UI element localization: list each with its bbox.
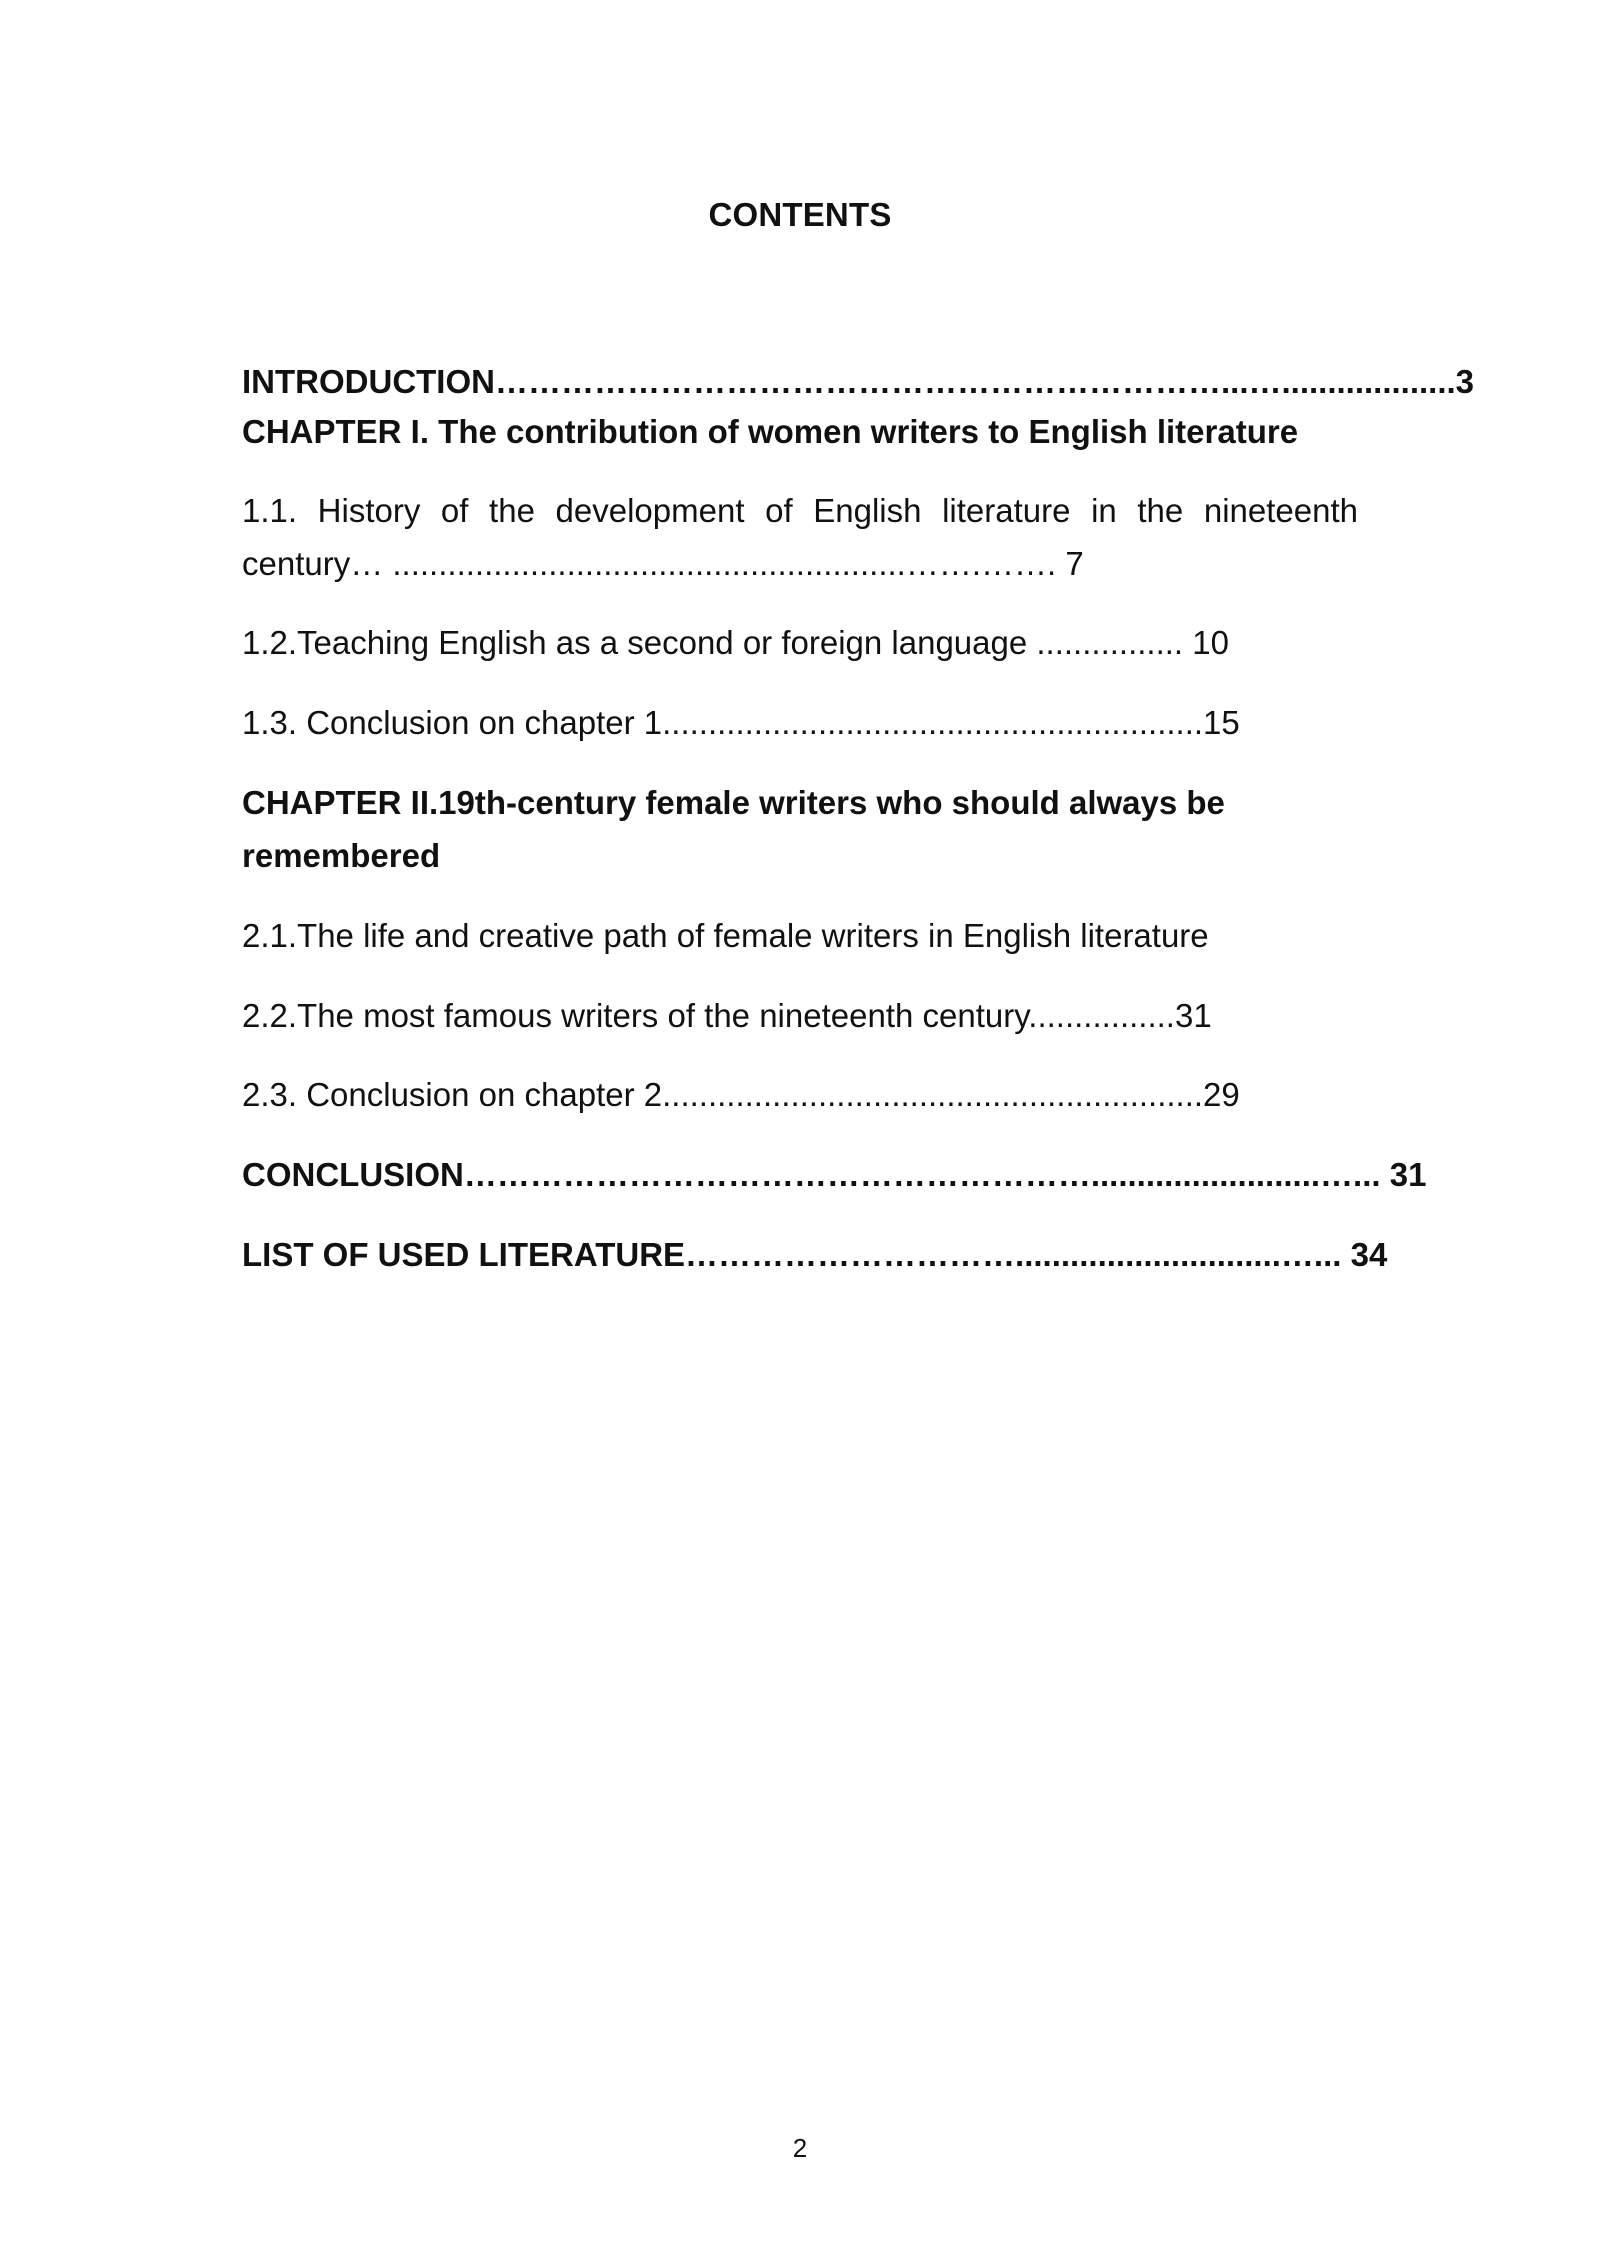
toc-section-1-3: 1.3. Conclusion on chapter 1...........................................................15 [242, 704, 1240, 741]
toc-section-1-2: 1.2.Teaching English as a second or foreign language ................ 10 [242, 624, 1229, 661]
page-title: CONTENTS [708, 196, 892, 233]
toc-section-2-2: 2.2.The most famous writers of the nineteenth century................31 [242, 997, 1212, 1034]
toc-literature: LIST OF USED LITERATURE………………………….............................…... 34 [242, 1236, 1388, 1273]
toc-conclusion: CONCLUSION………………………………………………….........................…... 31 [242, 1156, 1427, 1193]
toc-chapter-1: CHAPTER I. The contribution of women writers to English literature [242, 413, 1299, 450]
toc-introduction: INTRODUCTION…………………………………………………………...…...................3 [242, 363, 1475, 400]
page-number: 2 [792, 2133, 808, 2163]
toc-section-1-1: 1.1. History of the development of English literature in the nineteenth century… ........................................................…….……. 7 [242, 492, 1358, 582]
toc-section-2-1: 2.1.The life and creative path of female writers in English literature [242, 917, 1209, 954]
toc-section-2-3: 2.3. Conclusion on chapter 2...........................................................29 [242, 1076, 1240, 1113]
toc-chapter-2: CHAPTER II.19th-century female writers who should always be remembered [242, 784, 1225, 874]
